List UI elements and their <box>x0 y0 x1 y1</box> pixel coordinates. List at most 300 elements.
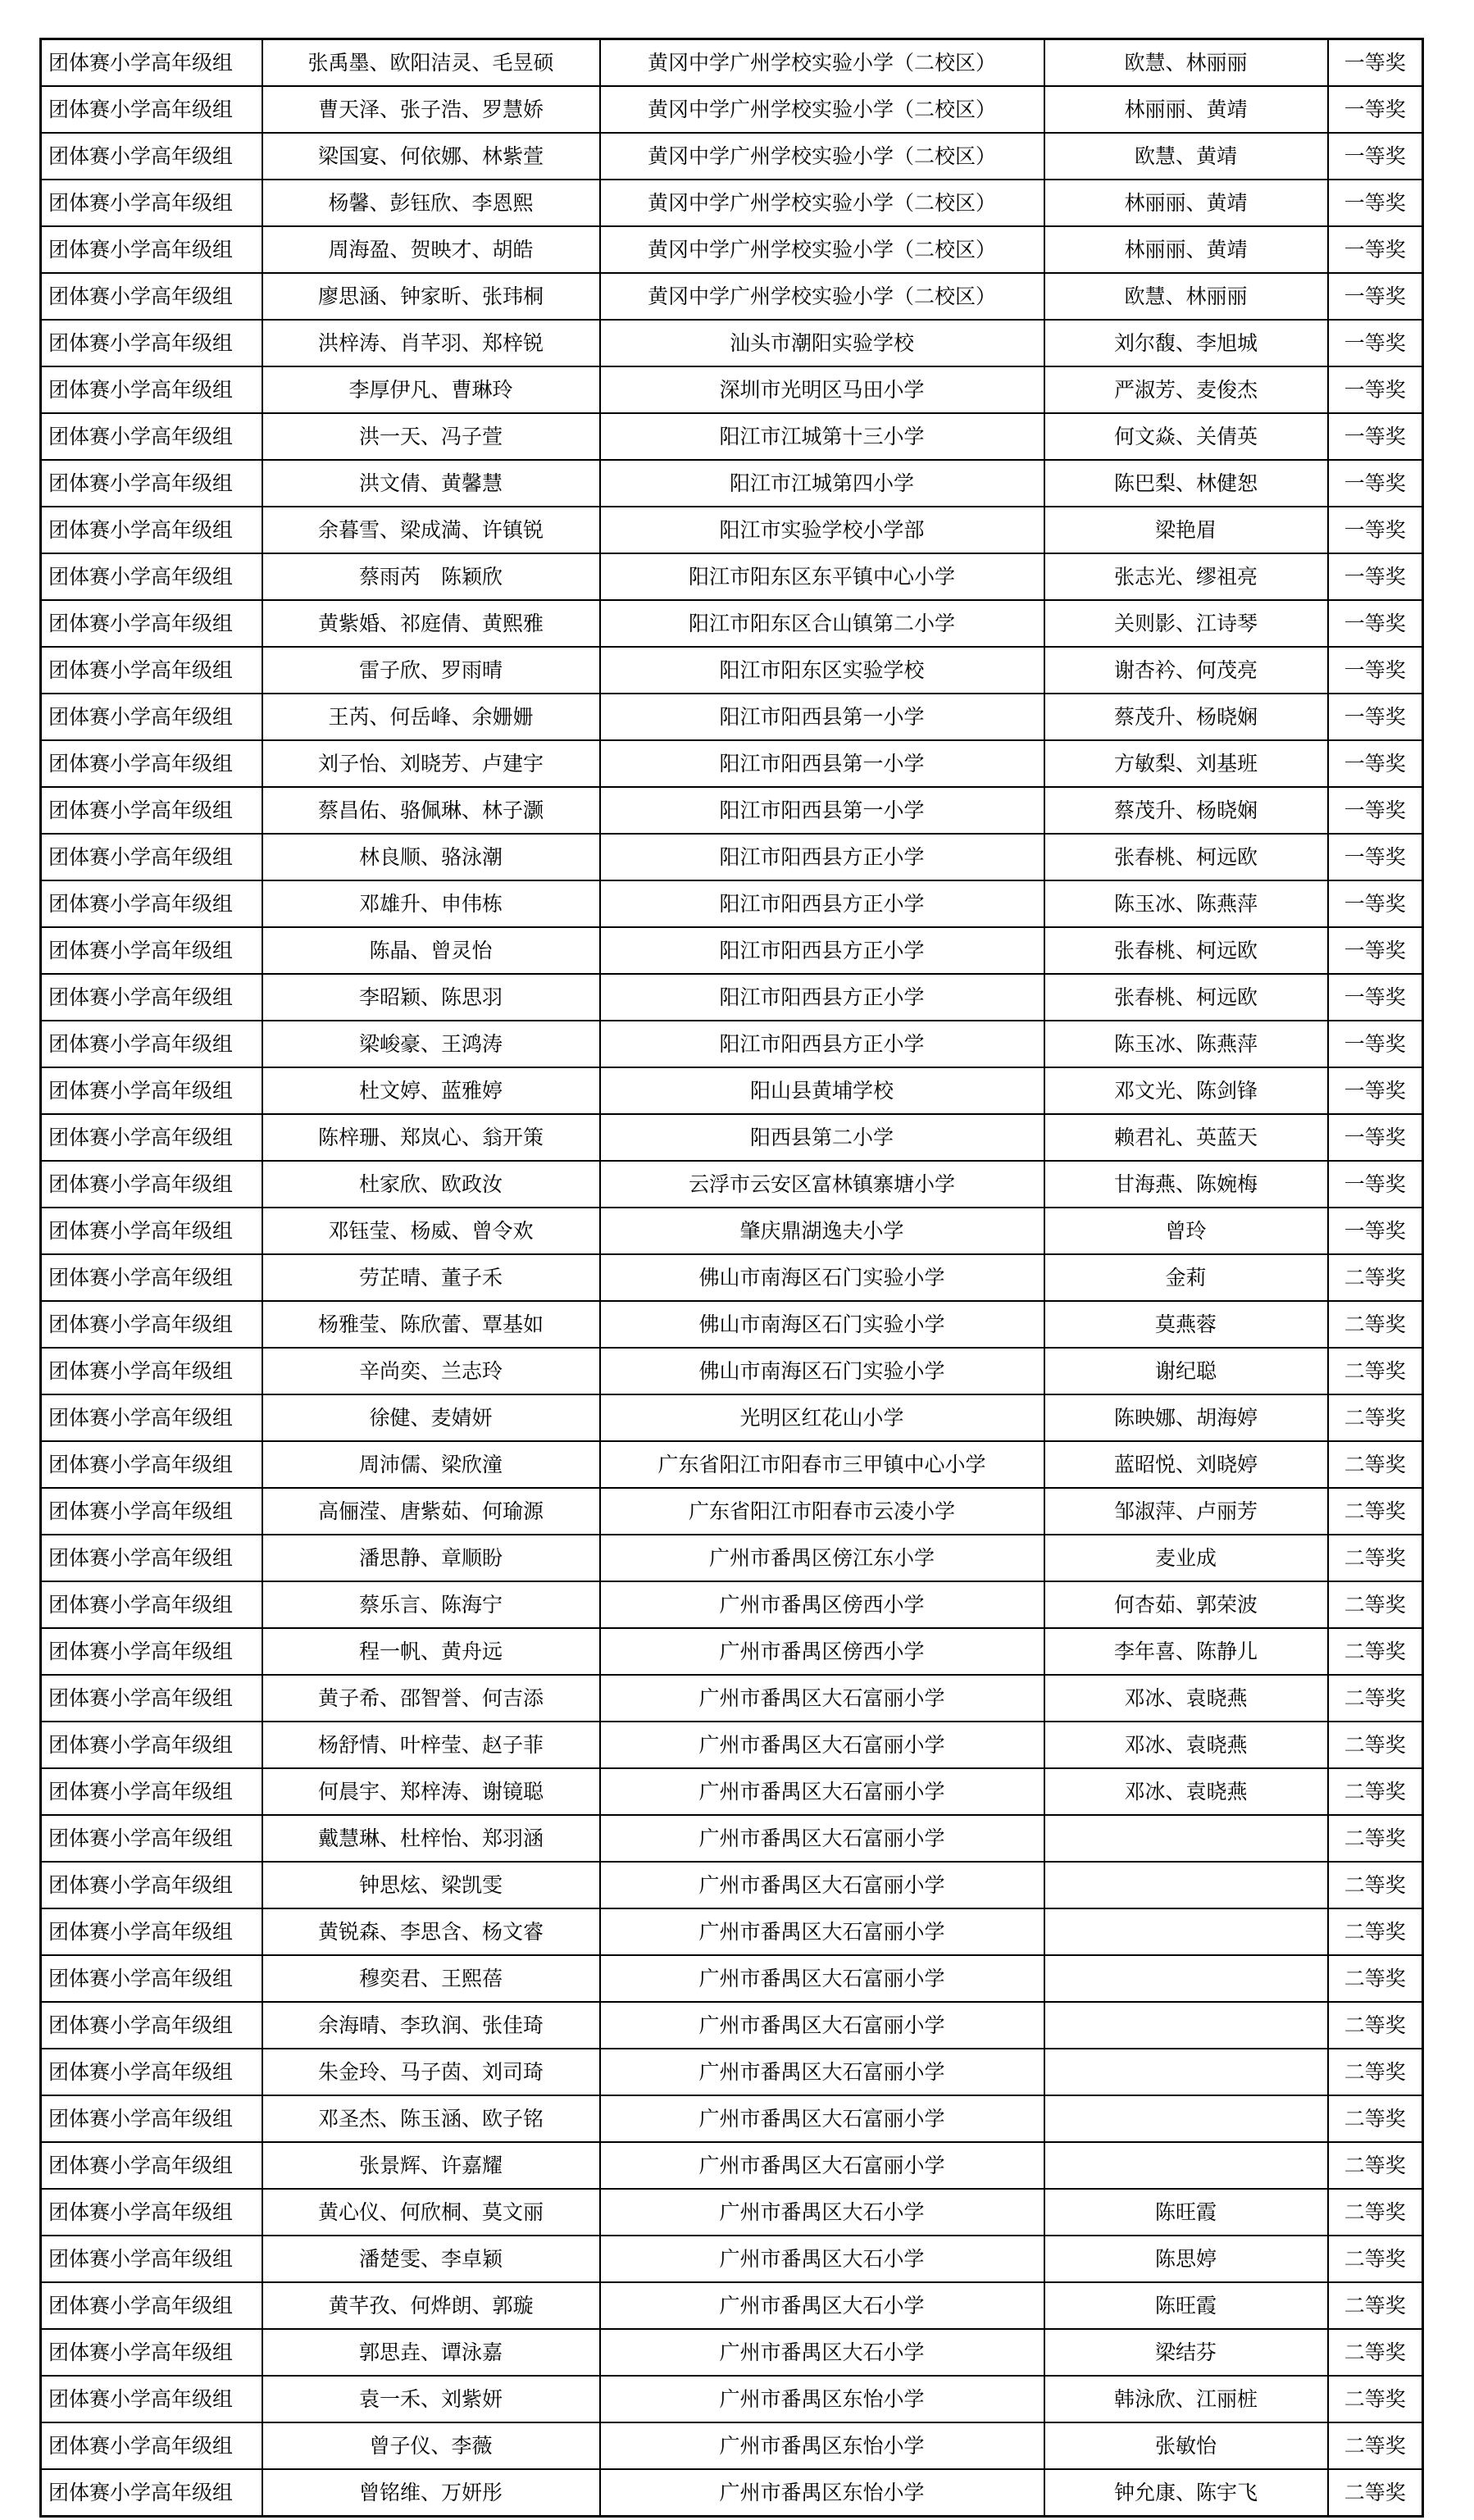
school-cell: 广东省阳江市阳春市云凌小学 <box>600 1488 1044 1535</box>
school-cell: 广州市番禺区大石富丽小学 <box>600 2142 1044 2189</box>
table-row <box>41 1581 1423 1628</box>
school-cell: 黄冈中学广州学校实验小学（二校区） <box>600 133 1044 180</box>
school-cell: 佛山市南海区石门实验小学 <box>600 1254 1044 1301</box>
teachers-cell: 邓冰、袁晓燕 <box>1044 1722 1328 1768</box>
table-row <box>41 880 1423 927</box>
table-row <box>41 413 1423 460</box>
group-cell: 团体赛小学高年级组 <box>41 740 262 787</box>
group-cell: 团体赛小学高年级组 <box>41 273 262 320</box>
teachers-cell: 张春桃、柯远欧 <box>1044 927 1328 974</box>
school-cell: 阳江市阳西县方正小学 <box>600 974 1044 1021</box>
teachers-cell: 金莉 <box>1044 1254 1328 1301</box>
group-cell: 团体赛小学高年级组 <box>41 1722 262 1768</box>
members-cell: 朱金玲、马子茵、刘司琦 <box>262 2049 600 2095</box>
teachers-cell: 曾玲 <box>1044 1208 1328 1254</box>
table-row <box>41 1301 1423 1348</box>
table-row <box>41 1955 1423 2002</box>
members-cell: 周海盈、贺映才、胡皓 <box>262 226 600 273</box>
award-cell: 二等奖 <box>1328 1722 1423 1768</box>
group-cell: 团体赛小学高年级组 <box>41 133 262 180</box>
school-cell: 黄冈中学广州学校实验小学（二校区） <box>600 226 1044 273</box>
award-cell: 一等奖 <box>1328 787 1423 834</box>
school-cell: 广州市番禺区大石富丽小学 <box>600 1862 1044 1908</box>
members-cell: 李昭颖、陈思羽 <box>262 974 600 1021</box>
award-cell: 二等奖 <box>1328 1394 1423 1441</box>
award-cell: 一等奖 <box>1328 86 1423 133</box>
teachers-cell: 邓冰、袁晓燕 <box>1044 1675 1328 1722</box>
award-cell: 二等奖 <box>1328 2329 1423 2376</box>
group-cell: 团体赛小学高年级组 <box>41 1067 262 1114</box>
award-cell: 二等奖 <box>1328 2422 1423 2469</box>
group-cell: 团体赛小学高年级组 <box>41 2329 262 2376</box>
school-cell: 广州市番禺区大石富丽小学 <box>600 1722 1044 1768</box>
teachers-cell: 韩泳欣、江丽桩 <box>1044 2376 1328 2422</box>
school-cell: 佛山市南海区石门实验小学 <box>600 1301 1044 1348</box>
table-row <box>41 507 1423 553</box>
teachers-cell: 林丽丽、黄靖 <box>1044 86 1328 133</box>
group-cell: 团体赛小学高年级组 <box>41 553 262 600</box>
school-cell: 阳江市实验学校小学部 <box>600 507 1044 553</box>
award-list-page <box>39 38 1424 2518</box>
members-cell: 曾子仪、李薇 <box>262 2422 600 2469</box>
group-cell: 团体赛小学高年级组 <box>41 1021 262 1067</box>
school-cell: 广州市番禺区傍西小学 <box>600 1581 1044 1628</box>
award-cell: 二等奖 <box>1328 1815 1423 1862</box>
teachers-cell: 赖君礼、英蓝天 <box>1044 1114 1328 1161</box>
table-row <box>41 226 1423 273</box>
group-cell: 团体赛小学高年级组 <box>41 1488 262 1535</box>
table-row <box>41 366 1423 413</box>
school-cell: 阳江市阳西县方正小学 <box>600 834 1044 880</box>
award-cell: 一等奖 <box>1328 553 1423 600</box>
members-cell: 洪文倩、黄馨慧 <box>262 460 600 507</box>
table-row <box>41 1348 1423 1394</box>
school-cell: 佛山市南海区石门实验小学 <box>600 1348 1044 1394</box>
members-cell: 陈梓珊、郑岚心、翁开策 <box>262 1114 600 1161</box>
school-cell: 广州市番禺区大石富丽小学 <box>600 1768 1044 1815</box>
school-cell: 黄冈中学广州学校实验小学（二校区） <box>600 39 1044 87</box>
school-cell: 广州市番禺区大石小学 <box>600 2236 1044 2282</box>
teachers-cell <box>1044 2049 1328 2095</box>
group-cell: 团体赛小学高年级组 <box>41 2469 262 2517</box>
members-cell: 潘楚雯、李卓颖 <box>262 2236 600 2282</box>
school-cell: 光明区红花山小学 <box>600 1394 1044 1441</box>
members-cell: 郭思垚、谭泳嘉 <box>262 2329 600 2376</box>
teachers-cell: 陈玉冰、陈燕萍 <box>1044 880 1328 927</box>
group-cell: 团体赛小学高年级组 <box>41 1815 262 1862</box>
school-cell: 阳江市阳东区东平镇中心小学 <box>600 553 1044 600</box>
award-cell: 二等奖 <box>1328 1768 1423 1815</box>
table-row <box>41 2002 1423 2049</box>
group-cell: 团体赛小学高年级组 <box>41 2422 262 2469</box>
award-cell: 一等奖 <box>1328 507 1423 553</box>
teachers-cell: 梁艳眉 <box>1044 507 1328 553</box>
group-cell: 团体赛小学高年级组 <box>41 1908 262 1955</box>
teachers-cell: 陈巴梨、林健恕 <box>1044 460 1328 507</box>
group-cell: 团体赛小学高年级组 <box>41 2002 262 2049</box>
members-cell: 张景辉、许嘉耀 <box>262 2142 600 2189</box>
teachers-cell: 邹淑萍、卢丽芳 <box>1044 1488 1328 1535</box>
group-cell: 团体赛小学高年级组 <box>41 320 262 366</box>
group-cell: 团体赛小学高年级组 <box>41 647 262 694</box>
school-cell: 广州市番禺区大石小学 <box>600 2189 1044 2236</box>
table-row <box>41 39 1423 87</box>
teachers-cell: 欧慧、黄靖 <box>1044 133 1328 180</box>
award-cell: 一等奖 <box>1328 694 1423 740</box>
table-row <box>41 2049 1423 2095</box>
teachers-cell: 张春桃、柯远欧 <box>1044 974 1328 1021</box>
table-row <box>41 2329 1423 2376</box>
table-row <box>41 86 1423 133</box>
table-row <box>41 787 1423 834</box>
school-cell: 汕头市潮阳实验学校 <box>600 320 1044 366</box>
school-cell: 广州市番禺区傍西小学 <box>600 1628 1044 1675</box>
group-cell: 团体赛小学高年级组 <box>41 974 262 1021</box>
school-cell: 广州市番禺区大石富丽小学 <box>600 1908 1044 1955</box>
group-cell: 团体赛小学高年级组 <box>41 1208 262 1254</box>
teachers-cell: 莫燕蓉 <box>1044 1301 1328 1348</box>
award-cell: 二等奖 <box>1328 2002 1423 2049</box>
members-cell: 蔡乐言、陈海宁 <box>262 1581 600 1628</box>
group-cell: 团体赛小学高年级组 <box>41 1675 262 1722</box>
table-row <box>41 927 1423 974</box>
table-row <box>41 1114 1423 1161</box>
school-cell: 广州市番禺区大石富丽小学 <box>600 2095 1044 2142</box>
members-cell: 程一帆、黄舟远 <box>262 1628 600 1675</box>
members-cell: 杜文婷、蓝雅婷 <box>262 1067 600 1114</box>
award-cell: 二等奖 <box>1328 2189 1423 2236</box>
school-cell: 广州市番禺区大石富丽小学 <box>600 2049 1044 2095</box>
group-cell: 团体赛小学高年级组 <box>41 880 262 927</box>
school-cell: 广州市番禺区东怡小学 <box>600 2376 1044 2422</box>
group-cell: 团体赛小学高年级组 <box>41 1862 262 1908</box>
award-cell: 一等奖 <box>1328 1067 1423 1114</box>
teachers-cell: 欧慧、林丽丽 <box>1044 273 1328 320</box>
award-cell: 一等奖 <box>1328 600 1423 647</box>
table-row <box>41 133 1423 180</box>
group-cell: 团体赛小学高年级组 <box>41 1955 262 2002</box>
group-cell: 团体赛小学高年级组 <box>41 86 262 133</box>
teachers-cell: 蔡茂升、杨晓娴 <box>1044 694 1328 740</box>
teachers-cell: 陈玉冰、陈燕萍 <box>1044 1021 1328 1067</box>
award-cell: 二等奖 <box>1328 2282 1423 2329</box>
group-cell: 团体赛小学高年级组 <box>41 180 262 226</box>
members-cell: 袁一禾、刘紫妍 <box>262 2376 600 2422</box>
teachers-cell: 欧慧、林丽丽 <box>1044 39 1328 87</box>
award-cell: 一等奖 <box>1328 1161 1423 1208</box>
school-cell: 阳山县黄埔学校 <box>600 1067 1044 1114</box>
table-row <box>41 2142 1423 2189</box>
table-row <box>41 2282 1423 2329</box>
teachers-cell: 方敏梨、刘基班 <box>1044 740 1328 787</box>
teachers-cell: 林丽丽、黄靖 <box>1044 180 1328 226</box>
members-cell: 王芮、何岳峰、余姗姗 <box>262 694 600 740</box>
table-row <box>41 1254 1423 1301</box>
members-cell: 杨馨、彭钰欣、李恩熙 <box>262 180 600 226</box>
table-row <box>41 273 1423 320</box>
teachers-cell: 甘海燕、陈婉梅 <box>1044 1161 1328 1208</box>
award-cell: 一等奖 <box>1328 460 1423 507</box>
award-cell: 二等奖 <box>1328 2376 1423 2422</box>
school-cell: 云浮市云安区富林镇寨塘小学 <box>600 1161 1044 1208</box>
group-cell: 团体赛小学高年级组 <box>41 2376 262 2422</box>
table-row <box>41 1722 1423 1768</box>
members-cell: 余暮雪、梁成満、许镇锐 <box>262 507 600 553</box>
award-cell: 一等奖 <box>1328 834 1423 880</box>
school-cell: 阳江市阳东区实验学校 <box>600 647 1044 694</box>
table-row <box>41 647 1423 694</box>
group-cell: 团体赛小学高年级组 <box>41 2095 262 2142</box>
award-cell: 一等奖 <box>1328 413 1423 460</box>
table-row <box>41 1021 1423 1067</box>
group-cell: 团体赛小学高年级组 <box>41 1254 262 1301</box>
members-cell: 杜家欣、欧政汝 <box>262 1161 600 1208</box>
group-cell: 团体赛小学高年级组 <box>41 2142 262 2189</box>
table-row <box>41 1628 1423 1675</box>
school-cell: 阳江市阳西县第一小学 <box>600 787 1044 834</box>
award-cell: 二等奖 <box>1328 1301 1423 1348</box>
award-cell: 二等奖 <box>1328 1254 1423 1301</box>
teachers-cell: 邓文光、陈剑锋 <box>1044 1067 1328 1114</box>
award-cell: 二等奖 <box>1328 1628 1423 1675</box>
table-row <box>41 1908 1423 1955</box>
table-row <box>41 460 1423 507</box>
teachers-cell: 张敏怡 <box>1044 2422 1328 2469</box>
group-cell: 团体赛小学高年级组 <box>41 507 262 553</box>
teachers-cell: 陈旺霞 <box>1044 2282 1328 2329</box>
members-cell: 黄子希、邵智誉、何吉添 <box>262 1675 600 1722</box>
teachers-cell: 梁结芬 <box>1044 2329 1328 2376</box>
members-cell: 梁国宴、何依娜、林紫萱 <box>262 133 600 180</box>
group-cell: 团体赛小学高年级组 <box>41 694 262 740</box>
members-cell: 陈晶、曾灵怡 <box>262 927 600 974</box>
members-cell: 劳芷晴、董子禾 <box>262 1254 600 1301</box>
table-row <box>41 2236 1423 2282</box>
teachers-cell: 关则影、江诗琴 <box>1044 600 1328 647</box>
members-cell: 杨舒情、叶梓莹、赵子菲 <box>262 1722 600 1768</box>
award-cell: 二等奖 <box>1328 1675 1423 1722</box>
table-row <box>41 553 1423 600</box>
group-cell: 团体赛小学高年级组 <box>41 2189 262 2236</box>
teachers-cell <box>1044 1815 1328 1862</box>
group-cell: 团体赛小学高年级组 <box>41 1535 262 1581</box>
teachers-cell <box>1044 1908 1328 1955</box>
school-cell: 阳江市江城第四小学 <box>600 460 1044 507</box>
school-cell: 阳江市阳西县第一小学 <box>600 694 1044 740</box>
group-cell: 团体赛小学高年级组 <box>41 600 262 647</box>
teachers-cell: 谢杏衿、何茂亮 <box>1044 647 1328 694</box>
award-cell: 二等奖 <box>1328 2142 1423 2189</box>
award-cell: 一等奖 <box>1328 1114 1423 1161</box>
school-cell: 广州市番禺区大石富丽小学 <box>600 2002 1044 2049</box>
award-cell: 二等奖 <box>1328 1488 1423 1535</box>
group-cell: 团体赛小学高年级组 <box>41 834 262 880</box>
table-row <box>41 974 1423 1021</box>
group-cell: 团体赛小学高年级组 <box>41 2282 262 2329</box>
table-row <box>41 1675 1423 1722</box>
group-cell: 团体赛小学高年级组 <box>41 1348 262 1394</box>
group-cell: 团体赛小学高年级组 <box>41 1628 262 1675</box>
teachers-cell <box>1044 1955 1328 2002</box>
table-row <box>41 320 1423 366</box>
members-cell: 蔡雨芮 陈颖欣 <box>262 553 600 600</box>
group-cell: 团体赛小学高年级组 <box>41 2049 262 2095</box>
award-cell: 一等奖 <box>1328 273 1423 320</box>
table-row <box>41 1768 1423 1815</box>
teachers-cell <box>1044 2002 1328 2049</box>
school-cell: 黄冈中学广州学校实验小学（二校区） <box>600 180 1044 226</box>
table-row <box>41 1815 1423 1862</box>
members-cell: 何晨宇、郑梓涛、谢镜聪 <box>262 1768 600 1815</box>
members-cell: 廖思涵、钟家昕、张玮桐 <box>262 273 600 320</box>
group-cell: 团体赛小学高年级组 <box>41 226 262 273</box>
award-cell: 二等奖 <box>1328 2236 1423 2282</box>
teachers-cell <box>1044 1862 1328 1908</box>
table-row <box>41 1862 1423 1908</box>
teachers-cell: 钟允康、陈宇飞 <box>1044 2469 1328 2517</box>
award-cell: 二等奖 <box>1328 1581 1423 1628</box>
award-cell: 二等奖 <box>1328 1348 1423 1394</box>
award-cell: 一等奖 <box>1328 740 1423 787</box>
teachers-cell: 谢纪聪 <box>1044 1348 1328 1394</box>
group-cell: 团体赛小学高年级组 <box>41 1581 262 1628</box>
table-row <box>41 2189 1423 2236</box>
table-row <box>41 2422 1423 2469</box>
table-row <box>41 1394 1423 1441</box>
members-cell: 徐健、麦婧妍 <box>262 1394 600 1441</box>
members-cell: 辛尚奕、兰志玲 <box>262 1348 600 1394</box>
award-cell: 一等奖 <box>1328 974 1423 1021</box>
award-cell: 一等奖 <box>1328 1208 1423 1254</box>
members-cell: 黄芊孜、何烨朗、郭璇 <box>262 2282 600 2329</box>
school-cell: 阳江市阳西县方正小学 <box>600 1021 1044 1067</box>
group-cell: 团体赛小学高年级组 <box>41 787 262 834</box>
members-cell: 穆奕君、王熙蓓 <box>262 1955 600 2002</box>
group-cell: 团体赛小学高年级组 <box>41 1301 262 1348</box>
table-row <box>41 180 1423 226</box>
teachers-cell <box>1044 2095 1328 2142</box>
members-cell: 梁峻豪、王鸿涛 <box>262 1021 600 1067</box>
school-cell: 阳江市阳西县第一小学 <box>600 740 1044 787</box>
table-row <box>41 1488 1423 1535</box>
members-cell: 余海晴、李玖润、张佳琦 <box>262 2002 600 2049</box>
teachers-cell: 蔡茂升、杨晓娴 <box>1044 787 1328 834</box>
members-cell: 周沛儒、梁欣潼 <box>262 1441 600 1488</box>
group-cell: 团体赛小学高年级组 <box>41 460 262 507</box>
award-cell: 一等奖 <box>1328 880 1423 927</box>
school-cell: 广州市番禺区东怡小学 <box>600 2469 1044 2517</box>
table-row <box>41 1535 1423 1581</box>
table-row <box>41 2095 1423 2142</box>
award-cell: 二等奖 <box>1328 2469 1423 2517</box>
members-cell: 黄锐森、李思含、杨文睿 <box>262 1908 600 1955</box>
table-row <box>41 740 1423 787</box>
teachers-cell: 张志光、缪祖亮 <box>1044 553 1328 600</box>
school-cell: 广东省阳江市阳春市三甲镇中心小学 <box>600 1441 1044 1488</box>
members-cell: 邓钰莹、杨威、曾令欢 <box>262 1208 600 1254</box>
award-cell: 二等奖 <box>1328 2049 1423 2095</box>
school-cell: 广州市番禺区大石小学 <box>600 2329 1044 2376</box>
school-cell: 肇庆鼎湖逸夫小学 <box>600 1208 1044 1254</box>
members-cell: 林良顺、骆泳潮 <box>262 834 600 880</box>
group-cell: 团体赛小学高年级组 <box>41 2236 262 2282</box>
table-row <box>41 834 1423 880</box>
group-cell: 团体赛小学高年级组 <box>41 1441 262 1488</box>
award-cell: 一等奖 <box>1328 1021 1423 1067</box>
school-cell: 广州市番禺区大石富丽小学 <box>600 1815 1044 1862</box>
award-cell: 二等奖 <box>1328 1908 1423 1955</box>
members-cell: 洪梓涛、肖芊羽、郑梓锐 <box>262 320 600 366</box>
members-cell: 雷子欣、罗雨晴 <box>262 647 600 694</box>
members-cell: 曹天泽、张子浩、罗慧娇 <box>262 86 600 133</box>
award-cell: 二等奖 <box>1328 1955 1423 2002</box>
school-cell: 广州市番禺区傍江东小学 <box>600 1535 1044 1581</box>
teachers-cell: 陈思婷 <box>1044 2236 1328 2282</box>
members-cell: 高俪滢、唐紫茹、何瑜源 <box>262 1488 600 1535</box>
teachers-cell: 刘尔馥、李旭城 <box>1044 320 1328 366</box>
teachers-cell: 陈映娜、胡海婷 <box>1044 1394 1328 1441</box>
award-cell: 一等奖 <box>1328 320 1423 366</box>
members-cell: 李厚伊凡、曹琳玲 <box>262 366 600 413</box>
school-cell: 广州市番禺区大石富丽小学 <box>600 1955 1044 2002</box>
group-cell: 团体赛小学高年级组 <box>41 366 262 413</box>
table-row <box>41 2469 1423 2517</box>
members-cell: 黄紫婚、祁庭倩、黄熙雅 <box>262 600 600 647</box>
table-row <box>41 1067 1423 1114</box>
members-cell: 杨雅莹、陈欣蕾、覃基如 <box>262 1301 600 1348</box>
teachers-cell: 邓冰、袁晓燕 <box>1044 1768 1328 1815</box>
table-row <box>41 1208 1423 1254</box>
award-cell: 二等奖 <box>1328 2095 1423 2142</box>
award-cell: 一等奖 <box>1328 133 1423 180</box>
teachers-cell: 何杏茹、郭荣波 <box>1044 1581 1328 1628</box>
teachers-cell: 蓝昭悦、刘晓婷 <box>1044 1441 1328 1488</box>
award-cell: 一等奖 <box>1328 39 1423 87</box>
table-row <box>41 1441 1423 1488</box>
group-cell: 团体赛小学高年级组 <box>41 1394 262 1441</box>
teachers-cell: 麦业成 <box>1044 1535 1328 1581</box>
teachers-cell: 林丽丽、黄靖 <box>1044 226 1328 273</box>
members-cell: 邓圣杰、陈玉涵、欧子铭 <box>262 2095 600 2142</box>
school-cell: 广州市番禺区大石富丽小学 <box>600 1675 1044 1722</box>
school-cell: 广州市番禺区东怡小学 <box>600 2422 1044 2469</box>
award-table <box>39 38 1424 2518</box>
table-row <box>41 2376 1423 2422</box>
teachers-cell: 陈旺霞 <box>1044 2189 1328 2236</box>
group-cell: 团体赛小学高年级组 <box>41 413 262 460</box>
group-cell: 团体赛小学高年级组 <box>41 39 262 87</box>
school-cell: 阳江市阳西县方正小学 <box>600 880 1044 927</box>
school-cell: 广州市番禺区大石小学 <box>600 2282 1044 2329</box>
table-row <box>41 1161 1423 1208</box>
school-cell: 阳江市阳西县方正小学 <box>600 927 1044 974</box>
teachers-cell <box>1044 2142 1328 2189</box>
school-cell: 黄冈中学广州学校实验小学（二校区） <box>600 273 1044 320</box>
members-cell: 钟思炫、梁凯雯 <box>262 1862 600 1908</box>
teachers-cell: 李年喜、陈静儿 <box>1044 1628 1328 1675</box>
table-row <box>41 600 1423 647</box>
members-cell: 蔡昌佑、骆佩琳、林子灏 <box>262 787 600 834</box>
teachers-cell: 严淑芳、麦俊杰 <box>1044 366 1328 413</box>
table-row <box>41 694 1423 740</box>
award-cell: 一等奖 <box>1328 366 1423 413</box>
members-cell: 黄心仪、何欣桐、莫文丽 <box>262 2189 600 2236</box>
members-cell: 洪一天、冯子萱 <box>262 413 600 460</box>
group-cell: 团体赛小学高年级组 <box>41 1114 262 1161</box>
teachers-cell: 何文焱、关倩英 <box>1044 413 1328 460</box>
award-cell: 一等奖 <box>1328 927 1423 974</box>
teachers-cell: 张春桃、柯远欧 <box>1044 834 1328 880</box>
